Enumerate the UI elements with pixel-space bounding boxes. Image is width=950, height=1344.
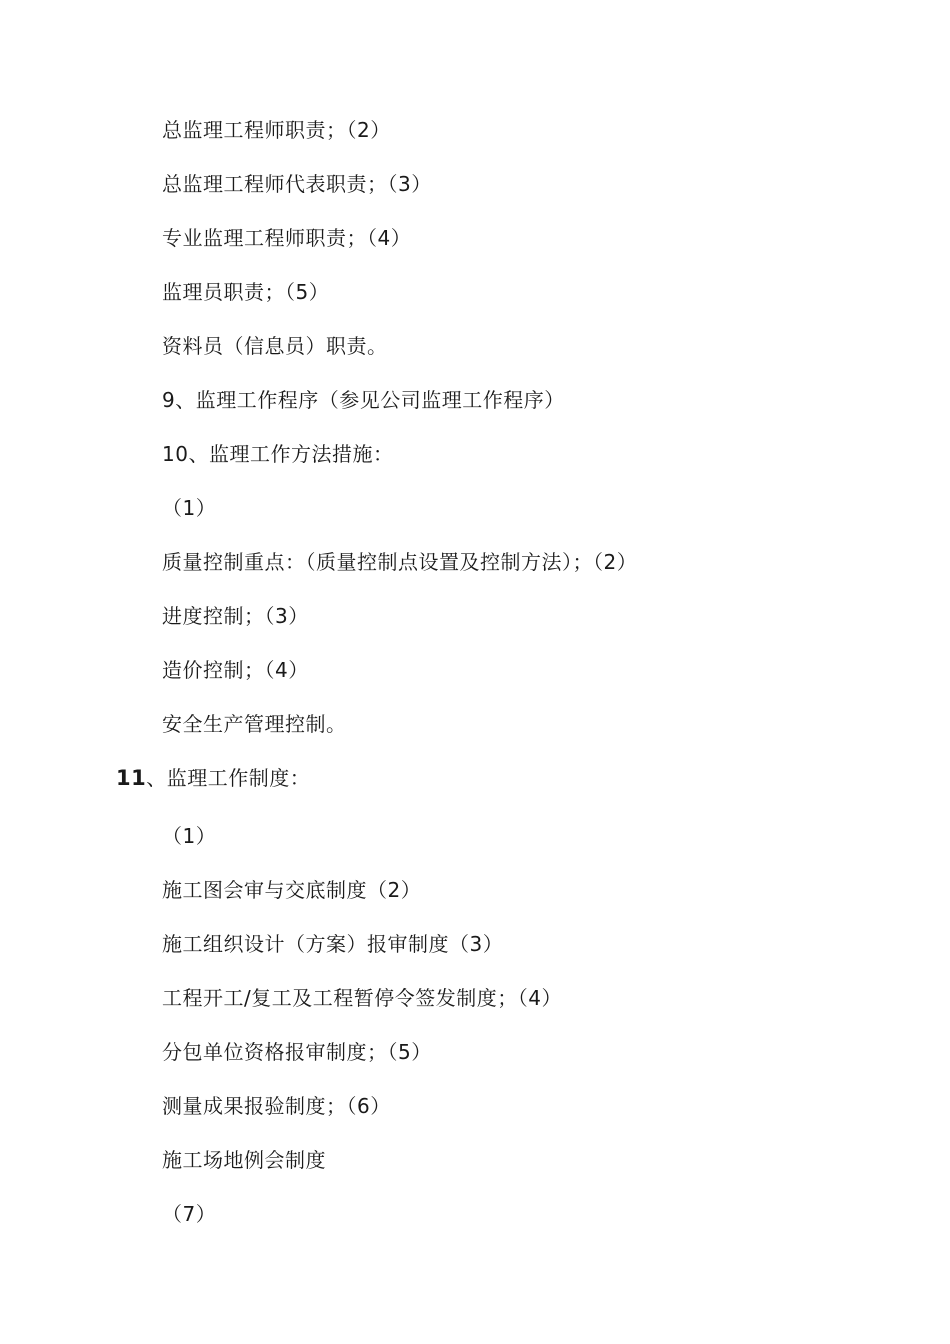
section-heading-text: 、监理工作制度： — [146, 766, 311, 790]
list-marker: （1） — [162, 824, 217, 848]
text-line: 施工场地例会制度 — [162, 1148, 326, 1172]
text-line: 分包单位资格报审制度；（5） — [162, 1040, 432, 1064]
section-heading-9: 9、监理工作程序（参见公司监理工作程序） — [162, 388, 565, 412]
section-number: 11 — [116, 766, 147, 790]
text-line: 安全生产管理控制。 — [162, 712, 347, 736]
text-line: 造价控制；（4） — [162, 658, 309, 682]
text-line: 质量控制重点：（质量控制点设置及控制方法）；（2） — [162, 550, 638, 574]
text-line: 资料员（信息员）职责。 — [162, 334, 388, 358]
text-line: 施工组织设计（方案）报审制度（3） — [162, 932, 504, 956]
text-line: 监理员职责；（5） — [162, 280, 330, 304]
list-marker: （7） — [162, 1202, 217, 1226]
text-line: 总监理工程师代表职责；（3） — [162, 172, 432, 196]
text-line: 专业监理工程师职责；（4） — [162, 226, 412, 250]
text-line: 测量成果报验制度；（6） — [162, 1094, 391, 1118]
list-marker: （1） — [162, 496, 217, 520]
text-line: 进度控制；（3） — [162, 604, 309, 628]
text-line: 总监理工程师职责；（2） — [162, 118, 391, 142]
text-line: 施工图会审与交底制度（2） — [162, 878, 422, 902]
section-heading-11 — [116, 766, 310, 790]
text-line: 工程开工/复工及工程暂停令签发制度；（4） — [162, 986, 562, 1010]
section-heading-10: 10、监理工作方法措施： — [162, 442, 394, 466]
